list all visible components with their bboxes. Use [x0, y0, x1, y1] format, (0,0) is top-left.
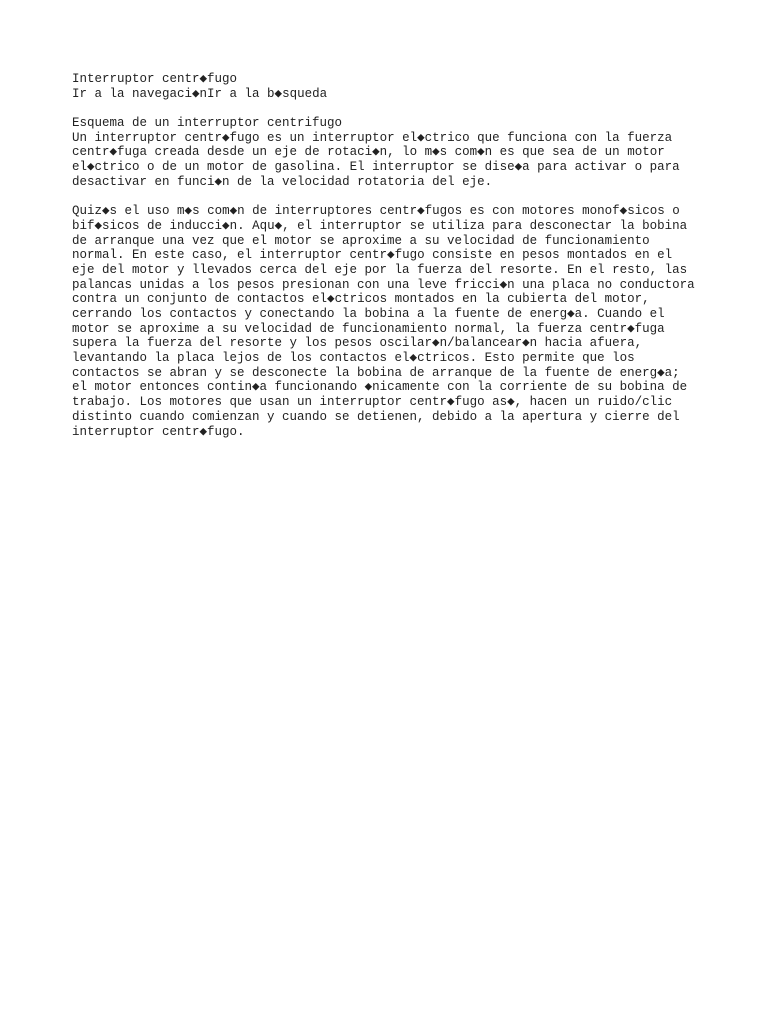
paragraph-line: trabajo. Los motores que usan un interruptor centr◆fugo as◆, hacen un ruido/clic — [72, 395, 673, 410]
document-title: Interruptor centr◆fugo — [72, 72, 238, 86]
paragraph-line: palancas unidas a los pesos presionan con una leve fricci◆n una placa no conductora — [72, 277, 695, 292]
paragraph-line: Un interruptor centr◆fugo es un interruptor el◆ctrico que funciona con la fuerza — [72, 130, 673, 145]
paragraph-line: bif◆sicos de inducci◆n. Aqu◆, el interruptor se utiliza para desconectar la bobina — [72, 218, 688, 233]
paragraph-line: de arranque una vez que el motor se aproxime a su velocidad de funcionamiento — [72, 233, 650, 248]
paragraph-line: centr◆fuga creada desde un eje de rotaci◆n, lo m◆s com◆n es que sea de un motor — [72, 145, 665, 160]
navigation-links: Ir a la navegaci◆nIr a la b◆squeda — [72, 86, 328, 101]
paragraph-line: el◆ctrico o de un motor de gasolina. El interruptor se dise◆a para activar o para — [72, 160, 680, 175]
paragraph-intro — [72, 131, 712, 190]
paragraph-line: contra un conjunto de contactos el◆ctricos montados en la cubierta del motor, — [72, 292, 650, 307]
paragraph-usage — [72, 204, 712, 439]
paragraph-line: desactivar en funci◆n de la velocidad rotatoria del eje. — [72, 174, 493, 189]
paragraph-line: supera la fuerza del resorte y los pesos oscilar◆n/balancear◆n hacia afuera, — [72, 336, 643, 351]
document-page — [72, 72, 712, 439]
paragraph-line: interruptor centr◆fugo. — [72, 424, 245, 439]
spacer — [72, 190, 712, 205]
paragraph-line: Quiz◆s el uso m◆s com◆n de interruptores centr◆fugos es con motores monof◆sicos o — [72, 204, 680, 219]
spacer — [72, 101, 712, 116]
paragraph-line: cerrando los contactos y conectando la bobina a la fuente de energ◆a. Cuando el — [72, 307, 665, 321]
paragraph-line: el motor entonces contin◆a funcionando ◆nicamente con la corriente de su bobina de — [72, 380, 688, 395]
paragraph-line: levantando la placa lejos de los contactos el◆ctricos. Esto permite que los — [72, 351, 635, 366]
paragraph-line: motor se aproxime a su velocidad de funcionamiento normal, la fuerza centr◆fuga — [72, 321, 665, 336]
paragraph-line: normal. En este caso, el interruptor centr◆fugo consiste en pesos montados en el — [72, 248, 673, 263]
section-heading: Esquema de un interruptor centrifugo — [72, 116, 343, 131]
paragraph-line: distinto cuando comienzan y cuando se detienen, debido a la apertura y cierre del — [72, 409, 680, 424]
paragraph-line: eje del motor y llevados cerca del eje por la fuerza del resorte. En el resto, las — [72, 262, 688, 277]
paragraph-line: contactos se abran y se desconecte la bobina de arranque de la fuente de energ◆a; — [72, 365, 680, 380]
